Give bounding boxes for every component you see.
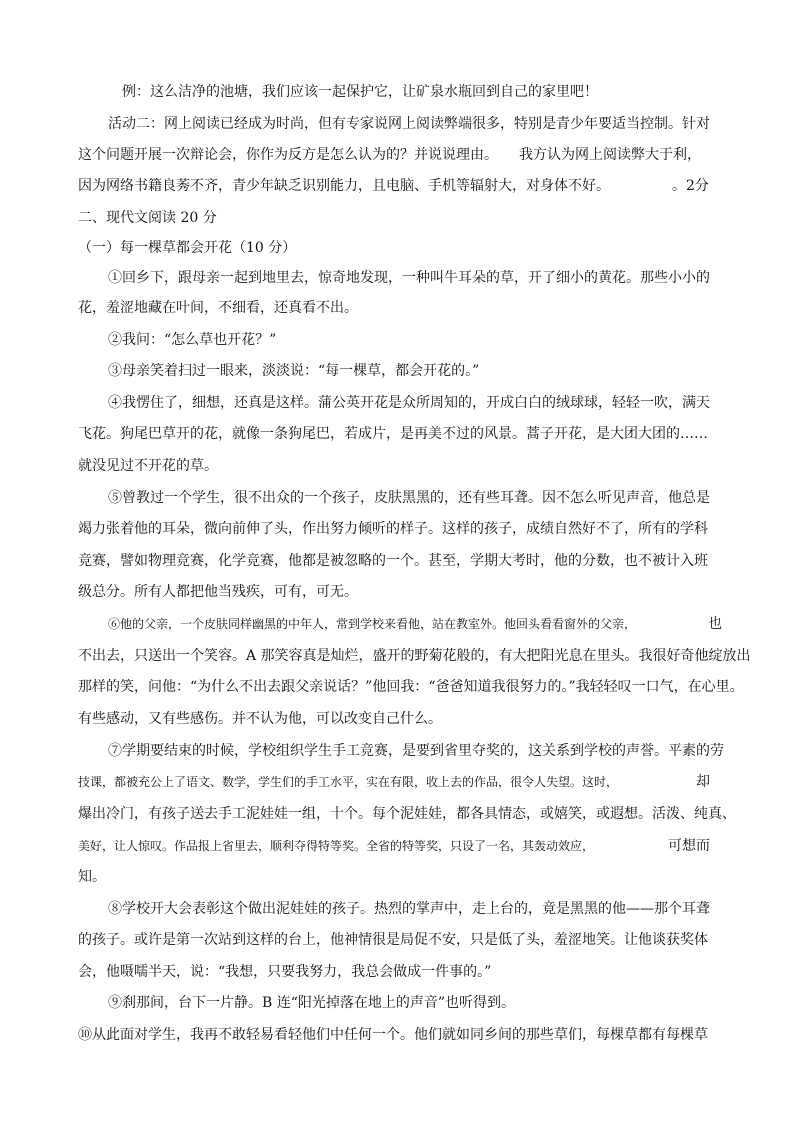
paragraph-7-line4-end: 可想而 bbox=[668, 838, 710, 854]
activity2-line3: 因为网络书籍良莠不齐，青少年缺乏识别能力，且电脑、手机等辐射大，对身体不好。 bbox=[78, 178, 610, 194]
paragraph-6-line2: 不出去，只送出一个笑容。A 那笑容真是灿烂，盛开的野菊花般的，有大把阳光息在里头。我很好奇他绽放出 bbox=[78, 648, 751, 664]
paragraph-6-line3: 那样的笑，问他：“为什么不出去跟父亲说话？”他回我：“爸爸知道我很努力的。”我轻轻叹一口气，在心里。 bbox=[78, 679, 744, 695]
paragraph-3: ③母亲笑着扫过一眼来，淡淡说：“每一棵草，都会开花的。” bbox=[108, 363, 480, 379]
activity2-score: 。2分 bbox=[672, 178, 709, 194]
paragraph-7-line2: 技课，都被充公上了语文、数学，学生们的手工水平，实在有限，收上去的作品，很令人失望。这时， bbox=[78, 775, 619, 789]
paragraph-8-line3: 会，他嗫嚅半天，说：“我想，只要我努力，我总会做成一件事的。” bbox=[78, 964, 492, 980]
activity2-line1: 活动二：网上阅读已经成为时尚，但有专家说网上阅读弊端很多，特别是青少年要适当控制。针对 bbox=[108, 116, 710, 132]
paragraph-4-line1: ④我愣住了，细想，还真是这样。蒲公英开花是众所周知的，开成白白的绒球球，轻轻一吹，满天 bbox=[108, 395, 710, 411]
paragraph-7-line5: 知。 bbox=[78, 869, 106, 885]
activity2-line2: 这个问题开展一次辩论会，你作为反方是怎么认为的？并说说理由。 我方认为网上阅读弊大于利， bbox=[78, 147, 701, 163]
paragraph-9: ⑨刹那间，台下一片静。B 连“阳光掉落在地上的声音”也听得到。 bbox=[108, 995, 516, 1011]
paragraph-1-line2: 花，羞涩地藏在叶间，不细看，还真看不出。 bbox=[78, 300, 358, 316]
paragraph-6-line4: 有些感动，又有些感伤。并不认为他，可以改变自己什么。 bbox=[78, 711, 442, 727]
paragraph-4-line3: 就没见过不开花的草。 bbox=[78, 458, 218, 474]
paragraph-5-line4: 级总分。所有人都把他当残疾，可有，可无。 bbox=[78, 584, 358, 600]
paragraph-1-line1: ①回乡下，跟母亲一起到地里去，惊奇地发现，一种叫牛耳朵的草，开了细小的黄花。那些小小的 bbox=[108, 270, 710, 286]
paragraph-5-line1: ⑤曾教过一个学生，很不出众的一个孩子，皮肤黑黑的，还有些耳聋。因不怎么听见声音，他总是 bbox=[108, 490, 710, 506]
paragraph-8-line2: 的孩子。或许是第一次站到这样的台上，他神情很是局促不安，只是低了头，羞涩地笑。让他谈获奖体 bbox=[78, 932, 708, 948]
activity-example: 例：这么洁净的池塘，我们应该一起保护它，让矿泉水瓶回到自己的家里吧！ bbox=[122, 84, 598, 100]
paragraph-2: ②我问：“怎么草也开花？” bbox=[108, 332, 277, 348]
paragraph-4-line2: 飞花。狗尾巴草开的花，就像一条狗尾巴，若成片，是再美不过的风景。蒿子开花，是大团大团的…… bbox=[78, 426, 708, 442]
paragraph-5-line2: 竭力张着他的耳朵，微向前伸了头，作出努力倾听的样子。这样的孩子，成绩自然好不了，所有的学科 bbox=[78, 521, 708, 537]
paragraph-7-line2-end: 却 bbox=[696, 774, 710, 790]
section-heading: 二、现代文阅读 20 分 bbox=[78, 210, 217, 226]
paragraph-6-line1-end: 也 bbox=[708, 616, 722, 632]
paragraph-7-line3: 爆出冷门，有孩子送去手工泥娃娃一组，十个。每个泥娃娃，都各具情态，或嬉笑，或遐想。活泼、纯真、 bbox=[78, 806, 736, 822]
paragraph-7-line1: ⑦学期要结束的时候，学校组织学生手工竞赛，是要到省里夺奖的，这关系到学校的声誉。平素的劳 bbox=[108, 743, 724, 759]
paragraph-5-line3: 竞赛，譬如物理竞赛，化学竞赛，他都是被忽略的一个。甚至，学期大考时，他的分数，也不被计入班 bbox=[78, 553, 708, 569]
paragraph-6-line1: ⑥他的父亲，一个皮肤同样幽黑的中年人，常到学校来看他，站在教室外。他回头看看窗外的父亲， bbox=[108, 617, 637, 631]
paragraph-10: ⑩从此面对学生，我再不敢轻易看轻他们中任何一个。他们就如同乡间的那些草们，每棵草都有每棵草 bbox=[78, 1027, 708, 1043]
paragraph-8-line1: ⑧学校开大会表彰这个做出泥娃娃的孩子。热烈的掌声中，走上台的，竟是黑黑的他——那个耳聋 bbox=[108, 901, 710, 917]
passage-title: （一）每一棵草都会开花（10 分） bbox=[78, 240, 297, 256]
paragraph-7-line4: 美好，让人惊叹。作品报上省里去，顺利夺得特等奖。全省的特等奖，只设了一名，其轰动效应， bbox=[78, 839, 595, 853]
